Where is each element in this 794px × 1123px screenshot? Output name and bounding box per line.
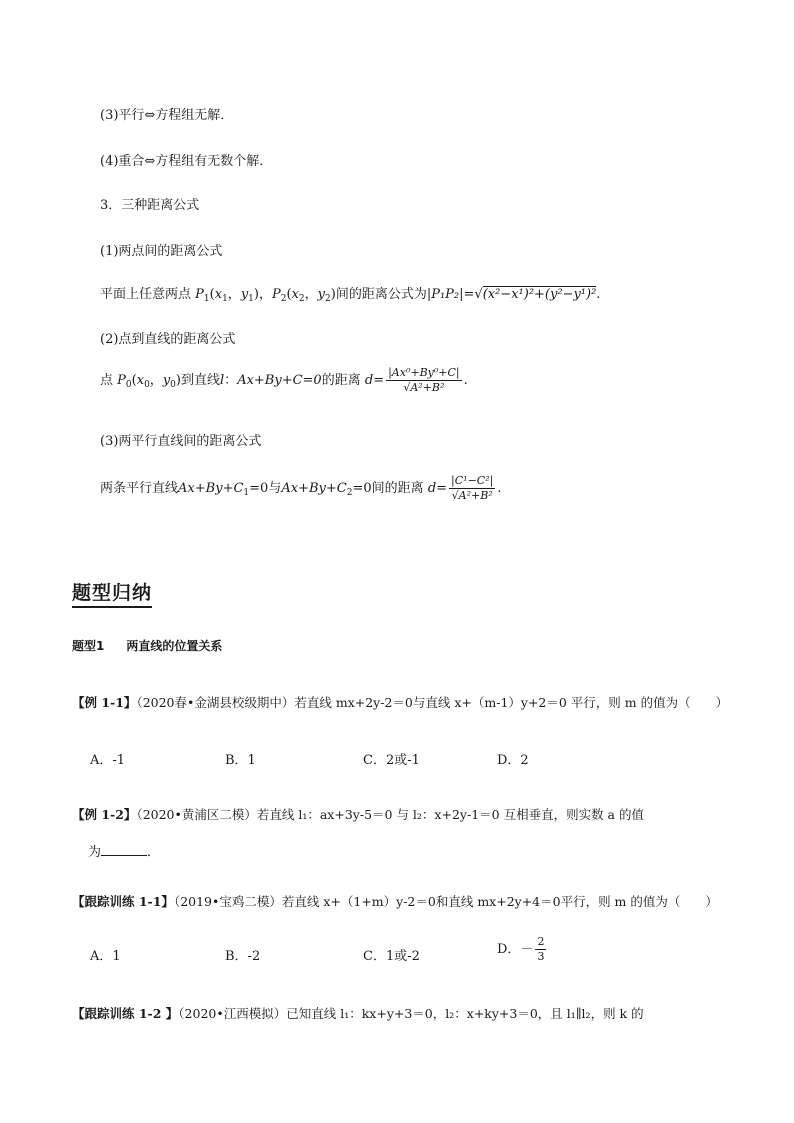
- example-1-1-option-c[interactable]: C．2或-1: [363, 753, 420, 768]
- example-1-2-source: （2020•黄浦区二模）: [136, 807, 257, 822]
- point-line-dist-label: 的距离: [321, 373, 361, 388]
- training-1-1-option-a[interactable]: A．1: [90, 949, 121, 964]
- example-1-1-option-a[interactable]: A．-1: [90, 753, 126, 768]
- training-1-1-option-c[interactable]: C．1或-2: [363, 949, 420, 964]
- parallel-dist-label: 间的距离: [371, 481, 424, 496]
- example-1-1-tag: 【例 1-1】: [72, 695, 137, 710]
- point-line-eq: Ax+By+C=0: [237, 373, 322, 388]
- parallel-line: (3)平行⇔方程组无解．: [100, 108, 234, 123]
- example-1-2-text: 若直线 l₁：ax+3y-5＝0 与 l₂：x+2y-1＝0 互相垂直，则实数 a 的值: [256, 807, 644, 822]
- two-point-sqrt: (x²−x¹)²+(y²−y¹)²: [482, 287, 597, 302]
- training-1-1-tag: 【跟踪训练 1-1】: [72, 894, 174, 909]
- type1-title: 两直线的位置关系: [126, 639, 223, 653]
- training-1-1-option-b[interactable]: B．-2: [225, 949, 261, 964]
- training-1-2-tag: 【跟踪训练 1-2 】: [72, 1006, 179, 1021]
- parallel-distance-formula: 两条平行直线$Ax+By+C_1=0$与$Ax+By+C_2=0$间的距离 d= $\frac{\text{|C¹−C²|}}{\text{√A²+B²}}$ .: [100, 474, 502, 502]
- training-1-1-source: （2019•宝鸡二模）: [173, 894, 282, 909]
- parallel-fraction: $\frac{\text{|C¹−C²|}}{\text{√A²+B²}}$: [451, 474, 494, 502]
- example-1-2-tag: 【例 1-2】: [72, 807, 137, 822]
- two-point-mid: 间的距离公式为: [335, 287, 427, 302]
- example-1-2-continuation: [88, 841, 160, 860]
- training-1-2: [72, 1004, 644, 1022]
- training-1-1-option-d[interactable]: [497, 935, 548, 964]
- coincide-line: (4)重合⇔方程组有无数个解．: [100, 154, 273, 169]
- example-1-2-cont-prefix: 为: [88, 845, 102, 860]
- answer-blank[interactable]: [101, 843, 147, 856]
- parallel-numerator: |C¹−C²|: [451, 474, 494, 487]
- two-point-subheading: (1)两点间的距离公式: [100, 244, 223, 259]
- point-line-prefix: 点: [100, 373, 114, 388]
- type1-heading: [72, 637, 222, 654]
- distance-heading: 3．三种距离公式: [100, 198, 200, 213]
- example-1-1: [72, 693, 728, 711]
- example-1-1-text: 若直线 mx+2y-2＝0与直线 x+（m-1）y+2＝0 平行，则 m 的值为（ ）: [294, 695, 729, 710]
- parallel-and: 与: [268, 481, 282, 496]
- parallel-denominator: A²+B²: [458, 489, 493, 502]
- option-d-numerator: 2: [537, 935, 545, 948]
- parallel-prefix: 两条平行直线: [100, 481, 179, 496]
- parallel-lines-subheading: (3)两平行直线间的距离公式: [100, 434, 262, 449]
- example-1-1-option-b[interactable]: B．1: [225, 753, 256, 768]
- training-1-1-option-d-prefix: D．－: [497, 942, 534, 957]
- training-1-1-text: 若直线 x+（1+m）y-2＝0和直线 mx+2y+4＝0平行，则 m 的值为（ ）: [281, 894, 718, 909]
- type1-label: 题型1: [72, 639, 105, 653]
- point-line-fraction: $\frac{\text{|Ax⁰+By⁰+C|}}{\text{√A²+B²}}$: [388, 366, 460, 394]
- two-point-formula: 平面上任意两点 $P_1(x_1$，$y_1$)，$P_2(x_2$，$y_2$)间的距离公式为|P₁P₂|=√(x²−x¹)²+(y²−y¹)².: [100, 287, 601, 304]
- two-point-prefix: 平面上任意两点: [100, 287, 192, 302]
- point-line-numerator: |Ax⁰+By⁰+C|: [388, 366, 460, 379]
- point-line-formula: 点 $P_0(x_0$，$y_0$)到直线l：Ax+By+C=0的距离 d= $\frac{\text{|Ax⁰+By⁰+C|}}{\text{√A²+B²}}$ .: [100, 366, 468, 394]
- training-1-2-text: 已知直线 l₁：kx+y+3＝0，l₂：x+ky+3＝0，且 l₁∥l₂，则 k 的: [286, 1006, 644, 1021]
- example-1-2-cont-suffix: ．: [147, 845, 161, 860]
- option-d-denominator: 3: [537, 950, 545, 963]
- option-d-fraction: [535, 935, 546, 964]
- two-point-lhs: |P₁P₂|=: [426, 287, 475, 302]
- section-title: 题型归纳: [72, 578, 152, 608]
- example-1-1-option-d[interactable]: D．2: [497, 753, 529, 768]
- training-1-2-source: （2020•江西模拟）: [178, 1006, 287, 1021]
- example-1-2: [72, 805, 644, 823]
- training-1-1: [72, 892, 718, 910]
- point-line-mid: 到直线: [180, 373, 220, 388]
- point-line-denominator: A²+B²: [410, 381, 445, 394]
- point-line-subheading: (2)点到直线的距离公式: [100, 332, 236, 347]
- example-1-1-source: （2020春•金湖县校级期中）: [136, 695, 295, 710]
